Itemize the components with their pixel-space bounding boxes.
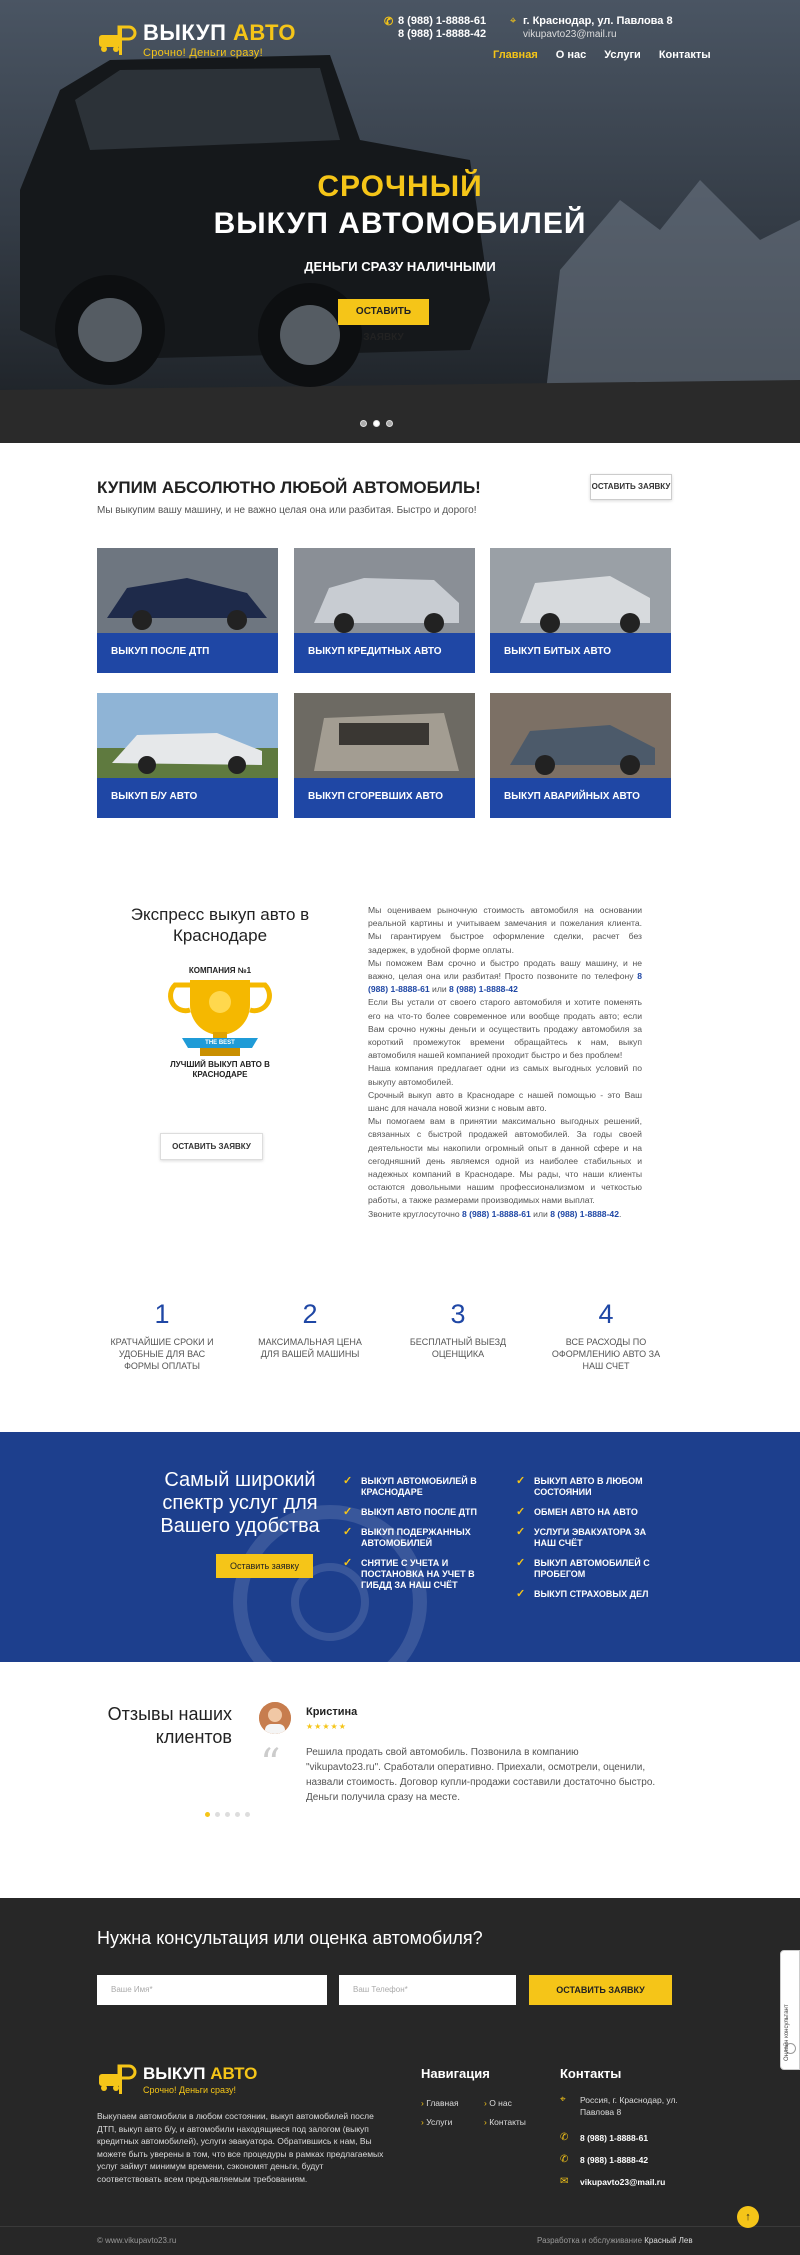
stat-number: 4 (598, 1299, 614, 1329)
express-p7-end: . (618, 1208, 622, 1219)
trophy-top-text: КОМПАНИЯ №1 (188, 966, 252, 975)
review-text: Решила продать свой автомобиль. Позвонила в компанию "vikupavto23.ru". Сработали оперативно. Приехали, осмотрели, оценили, назвали стоимость. Договор купли-продажи составили достаточно быстро. Деньги получила сразу на месте. (306, 1747, 656, 1803)
slider-dot-active[interactable] (373, 420, 380, 427)
express-p1: Мы оцениваем рыночную стоимость автомобиля на основании реальной картины и учитываем замечания и пожелания клиента. Мы гарантируем быстрое оформление сделки, расчет без задержек, в удобной форме оплаты. (368, 905, 642, 955)
stat-item (102, 1300, 222, 1372)
online-consultant-label: Онлайн консультант (784, 2004, 790, 2061)
reviews-title: Отзывы наших клиентов (107, 1704, 232, 1747)
footer-divider (0, 2226, 800, 2227)
express-p2: Мы поможем Вам срочно и быстро продать вашу машину, и не важно, целая она или разбитая! Просто позвоните по телефону (368, 957, 642, 982)
consultation-submit-button[interactable]: ОСТАВИТЬ ЗАЯВКУ (529, 1975, 672, 2005)
location-pin-icon: ⌖ (510, 15, 517, 27)
service-item: ✓ ВЫКУП АВТО В ЛЮБОМ СОСТОЯНИИ (516, 1476, 666, 1498)
footer-phone-1-text[interactable]: 8 (988) 1-8888-61 (580, 2133, 649, 2143)
phone-icon: ✆ (560, 2154, 569, 2165)
stat-text: БЕСПЛАТНЫЙ ВЫЕЗД ОЦЕНЩИКА (409, 1337, 507, 1359)
hero-title-accent: СРОЧНЫЙ (317, 170, 483, 203)
quote-icon: “ (260, 1741, 281, 1787)
card-image (490, 548, 671, 633)
reviewer-avatar (259, 1702, 291, 1734)
card-image (294, 693, 475, 778)
header-phone-2[interactable]: 8 (988) 1-8888-42 (398, 28, 487, 40)
express-p7: Звоните круглосуточно (368, 1208, 460, 1219)
buy-section-title: КУПИМ АБСОЛЮТНО ЛЮБОЙ АВТОМОБИЛЬ! (97, 478, 481, 497)
logo-car-key-icon (97, 23, 137, 59)
card-label: ВЫКУП АВАРИЙНЫХ АВТО (490, 778, 671, 818)
service-item: ✓ СНЯТИЕ С УЧЕТА И ПОСТАНОВКА НА УЧЕТ В ГИБДД ЗА НАШ СЧЁТ (343, 1558, 493, 1591)
footer-dev-label: Разработка и обслуживание (537, 2236, 643, 2245)
footer-logo-tagline: Срочно! Деньги сразу! (143, 2085, 236, 2095)
footer-phone-2-text[interactable]: 8 (988) 1-8888-42 (580, 2155, 649, 2165)
name-input[interactable]: Ваше Имя* (97, 1975, 327, 2005)
service-item: ✓ ВЫКУП АВТОМОБИЛЕЙ С ПРОБЕГОМ (516, 1558, 666, 1580)
footer-developer (537, 2236, 693, 2245)
footer-nav-home[interactable]: › Главная (421, 2094, 459, 2113)
slider-dot-active[interactable] (205, 1812, 210, 1817)
stat-item (546, 1300, 666, 1372)
nav-services[interactable]: Услуги (604, 49, 641, 61)
footer-dev-name[interactable]: Красный Лев (644, 2236, 693, 2245)
footer-email-text[interactable]: vikupavto23@mail.ru (580, 2177, 666, 2187)
footer-nav-contacts[interactable]: › Контакты (484, 2113, 526, 2132)
footer-phone-1 (560, 2132, 648, 2144)
stat-number: 2 (302, 1299, 318, 1329)
phone-icon: ✆ (384, 16, 394, 28)
logo-car-key-icon (97, 2062, 137, 2098)
footer-nav-title: Навигация (421, 2066, 490, 2081)
card-label: ВЫКУП БИТЫХ АВТО (490, 633, 671, 673)
trophy-bottom-text: ЛУЧШИЙ ВЫКУП АВТО В КРАСНОДАРЕ (170, 1060, 270, 1079)
header-address-text: г. Краснодар, ул. Павлова 8 (523, 15, 673, 27)
slider-dot[interactable] (245, 1812, 250, 1817)
footer-address (560, 2094, 680, 2118)
express-request-button[interactable]: ОСТАВИТЬ ЗАЯВКУ (160, 1133, 263, 1160)
services-title: Самый широкий спектр услуг для Вашего удобства (160, 1469, 320, 1537)
footer-copyright: © www.vikupavto23.ru (97, 2236, 177, 2245)
service-item: ✓ ВЫКУП ПОДЕРЖАННЫХ АВТОМОБИЛЕЙ (343, 1527, 493, 1549)
logo-accent-text: АВТО (233, 20, 296, 45)
slider-dot[interactable] (386, 420, 393, 427)
service-card-credit-cars[interactable] (294, 548, 475, 673)
footer-nav-about[interactable]: › О нас (484, 2094, 526, 2113)
hero-cta-button[interactable]: ОСТАВИТЬ ЗАЯВКУ (338, 299, 429, 325)
location-pin-icon: ⌖ (560, 2094, 566, 2105)
express-description (368, 904, 642, 1221)
stat-text: КРАТЧАЙШИЕ СРОКИ И УДОБНЫЕ ДЛЯ ВАС ФОРМЫ ОПЛАТЫ (110, 1337, 214, 1371)
stat-item (250, 1300, 370, 1360)
express-p4: Наша компания предлагает одни из самых выгодных условий по выкупу автомобилей. (368, 1063, 642, 1087)
online-consultant-tab[interactable] (780, 1950, 800, 2070)
nav-about[interactable]: О нас (555, 49, 587, 61)
footer-logo-main: ВЫКУП (143, 2064, 206, 2083)
logo-tagline: Срочно! Деньги сразу! (143, 47, 263, 59)
footer-nav-col-2 (484, 2094, 526, 2132)
envelope-icon: ✉ (560, 2176, 569, 2187)
express-phone-2[interactable]: 8 (988) 1-8888-42 (449, 984, 518, 995)
footer-logo[interactable] (97, 2062, 257, 2098)
footer-email (560, 2176, 665, 2188)
stat-item (398, 1300, 518, 1360)
buy-section-subtitle: Мы выкупим вашу машину, и не важно целая она или разбитая. Быстро и дорого! (97, 505, 477, 516)
card-label: ВЫКУП Б/У АВТО (97, 778, 278, 818)
stat-text: ВСЕ РАСХОДЫ ПО ОФОРМЛЕНИЮ АВТО ЗА НАШ СЧЕТ (551, 1337, 661, 1371)
header-phone-1[interactable]: 8 (988) 1-8888-61 (398, 15, 487, 27)
header-phones (384, 15, 487, 41)
review-stars: ★★★★★ (306, 1722, 347, 1731)
stat-number: 1 (154, 1299, 170, 1329)
service-card-damaged-cars[interactable] (490, 548, 671, 673)
card-label: ВЫКУП СГОРЕВШИХ АВТО (294, 778, 475, 818)
scroll-to-top-button[interactable]: ↑ (737, 2206, 759, 2228)
phone-icon: ✆ (560, 2132, 569, 2143)
card-label: ВЫКУП КРЕДИТНЫХ АВТО (294, 633, 475, 673)
slider-dot[interactable] (215, 1812, 220, 1817)
nav-home[interactable]: Главная (493, 49, 538, 61)
express-phone-1[interactable]: 8 (988) 1-8888-61 (368, 971, 642, 995)
service-card-burned-cars[interactable] (294, 693, 475, 818)
footer-phone-2 (560, 2154, 648, 2166)
services-request-button[interactable]: Оставить заявку (216, 1554, 313, 1578)
footer-address-text: Россия, г. Краснодар, ул. Павлова 8 (580, 2095, 678, 2117)
express-title: Экспресс выкуп авто в Краснодаре (130, 905, 310, 945)
header-logo[interactable] (97, 22, 296, 59)
reviewer-name: Кристина (306, 1706, 358, 1718)
service-item: ✓ ОБМЕН АВТО НА АВТО (516, 1507, 666, 1518)
hero-section (0, 0, 800, 443)
header-address (510, 15, 673, 41)
card-image (490, 693, 671, 778)
consultation-title: Нужна консультация или оценка автомобиля? (97, 1928, 483, 1948)
footer-nav-services[interactable]: › Услуги (421, 2113, 459, 2132)
express-or: или (432, 984, 447, 995)
service-card-wrecked-cars[interactable] (490, 693, 671, 818)
express-phone-1b[interactable]: 8 (988) 1-8888-61 (461, 1208, 531, 1219)
trophy-badge-text: THE BEST (205, 1040, 235, 1046)
express-phone-2b[interactable]: 8 (988) 1-8888-42 (550, 1208, 619, 1219)
main-nav (484, 49, 720, 61)
phone-input[interactable]: Ваш Телефон* (339, 1975, 516, 2005)
services-list-2 (516, 1476, 666, 1609)
stat-number: 3 (450, 1299, 466, 1329)
footer-nav-col-1 (421, 2094, 459, 2132)
stat-text: МАКСИМАЛЬНАЯ ЦЕНА ДЛЯ ВАШЕЙ МАШИНЫ (258, 1337, 362, 1359)
express-p5: Срочный выкуп авто в Краснодаре с нашей помощью - это Ваш шанс для начала новой жизни с новым авто. (368, 1089, 642, 1114)
slider-dot[interactable] (235, 1812, 240, 1817)
express-or-2: или (533, 1208, 548, 1219)
slider-dot[interactable] (225, 1812, 230, 1817)
express-p6: Мы помогаем вам в принятии максимально выгодных решений, связанных с быстрой продажей автомобилей. За годы своей деятельности мы накопили огромный опыт в данной сфере и на сегодняшний день являемся одной из наиболее стабильных и надежных компаний в Краснодаре. Мы рады, что наши клиенты остаются довольными нашим профессионализмом и четкостью работы, а также размерами производимых нами выплат. (368, 1116, 642, 1206)
card-image (97, 693, 278, 778)
service-card-after-accident[interactable] (97, 548, 278, 673)
buy-request-button[interactable]: ОСТАВИТЬ ЗАЯВКУ (590, 474, 672, 500)
footer-description: Выкупаем автомобили в любом состоянии, выкуп автомобилей после ДТП, выкуп авто б/у, и автомобили находящиеся под залогом (выкуп кредитных автомобилей), услуги эвакуатора. Обратившись к нам, Вы можете быть уверены в том, что все процедуры в рамках предлагаемых услуг займут минимум времени, сэкономят деньги, будут соответствовать всем предъявляемым требованиям. (97, 2111, 384, 2184)
card-image (294, 548, 475, 633)
service-item: ✓ ВЫКУП АВТОМОБИЛЕЙ В КРАСНОДАРЕ (343, 1476, 493, 1498)
hero-slider-dots (360, 420, 393, 427)
service-item: ✓ УСЛУГИ ЭВАКУАТОРА ЗА НАШ СЧЁТ (516, 1527, 666, 1549)
card-label: ВЫКУП ПОСЛЕ ДТП (97, 633, 278, 673)
slider-dot[interactable] (360, 420, 367, 427)
service-item: ✓ ВЫКУП СТРАХОВЫХ ДЕЛ (516, 1589, 666, 1600)
header-email[interactable]: vikupavto23@mail.ru (523, 29, 617, 40)
footer-contacts-title: Контакты (560, 2066, 622, 2081)
service-card-used-cars[interactable] (97, 693, 278, 818)
service-item: ✓ ВЫКУП АВТО ПОСЛЕ ДТП (343, 1507, 493, 1518)
logo-main-text: ВЫКУП (143, 20, 227, 45)
services-list-1 (343, 1476, 493, 1600)
reviews-slider-dots (205, 1812, 250, 1817)
nav-contacts[interactable]: Контакты (658, 49, 711, 61)
hero-title: ВЫКУП АВТОМОБИЛЕЙ (213, 207, 587, 240)
express-p3: Если Вы устали от своего старого автомобиля и хотите поменять его на что-то более современное или вообще продать авто; если Вам срочно нужны деньги и осуществить продажу автомобиля за короткий промежуток времени обращайтесь к нам, выкуп автомобиля нашей компанией проходит быстро и без проблем! (368, 997, 642, 1061)
hero-subtitle: ДЕНЬГИ СРАЗУ НАЛИЧНЫМИ (304, 259, 496, 274)
footer-logo-accent: АВТО (210, 2064, 258, 2083)
card-image (97, 548, 278, 633)
